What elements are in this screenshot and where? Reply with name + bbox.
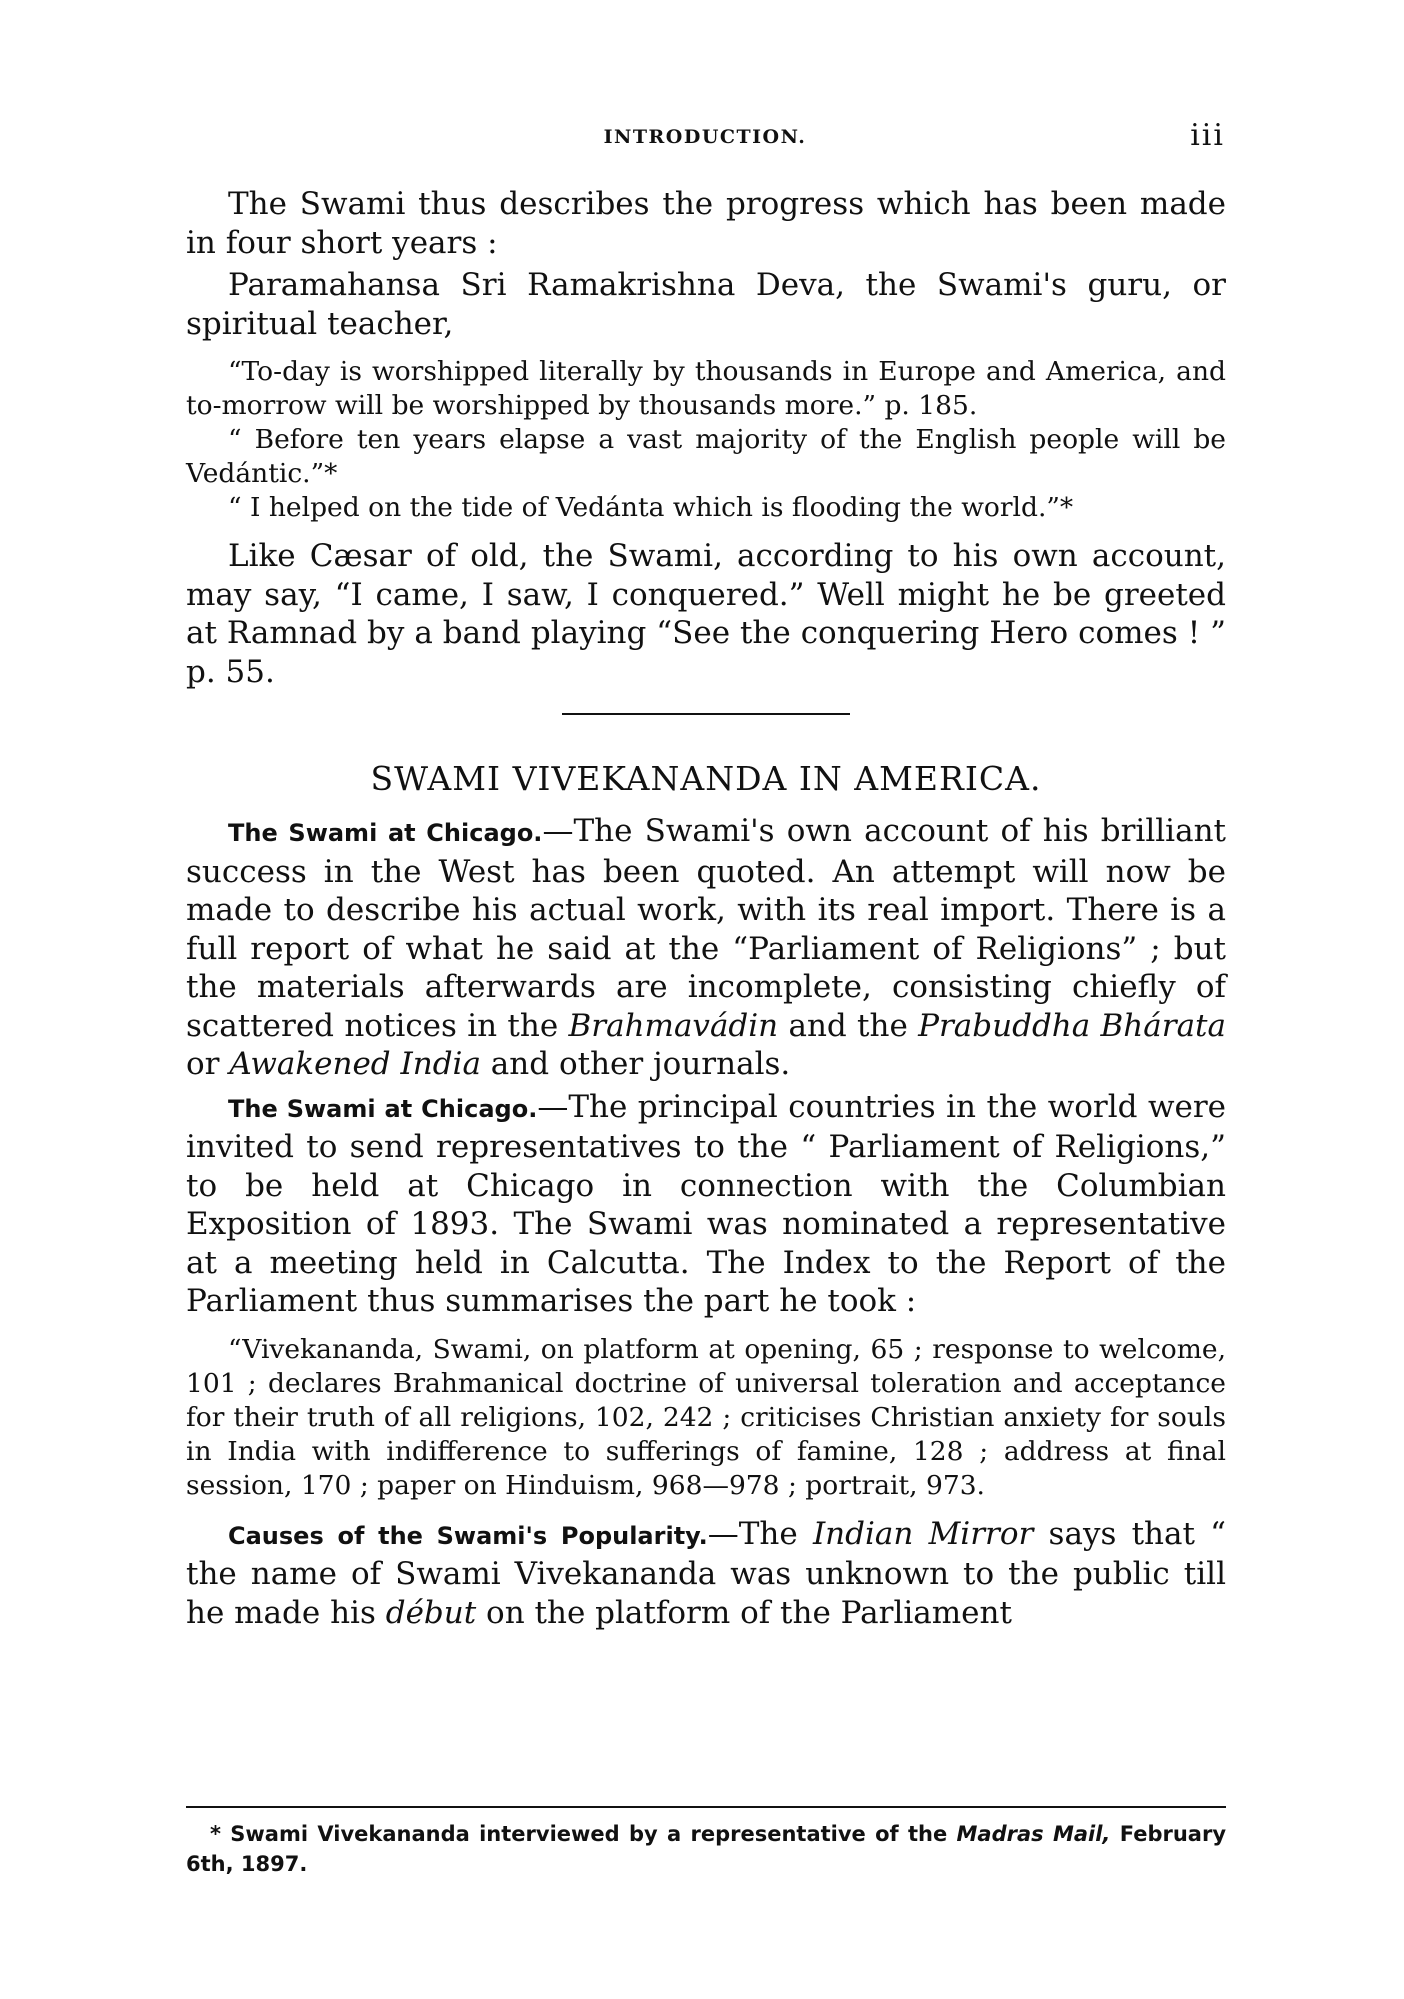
section-paragraph-1: [186, 812, 1226, 1084]
run-in-heading: The Swami at Chicago.: [228, 1094, 538, 1123]
footnote-italic: Madras Mail,: [956, 1822, 1111, 1846]
page-number: iii: [1190, 118, 1225, 153]
quote-worshipped: “To-day is worshipped literally by thousands in Europe and America, and to-morrow will be worshipped by thousands more.” p. 185.: [186, 356, 1226, 421]
parliament-index-quote: “Vivekananda, Swami, on platform at opening, 65 ; response to welcome, 101 ; declares Brahmanical doctrine of universal toleration and acceptance for their truth of all religions, 102, 242 ; criticises Christian anxiety for souls in India with indifference to sufferings of famine, 128 ; address at final session, 170 ; paper on Hinduism, 968—978 ; portrait, 973.: [186, 1333, 1226, 1501]
intro-paragraph-1: The Swami thus describes the progress which has been made in four short years :: [186, 186, 1226, 261]
section-title: SWAMI VIVEKANANDA IN AMERICA.: [370, 759, 1042, 798]
section-paragraph-2: [186, 1088, 1226, 1321]
intro-paragraph-caesar: Like Cæsar of old, the Swami, according to his own account, may say, “I came, I saw, I conquered.” Well might he be greeted at Ramnad by a band playing “See the conquering Hero comes ! ” p. 55.: [186, 538, 1226, 690]
footnote-text: [186, 1819, 1226, 1879]
section-paragraph-3: [186, 1515, 1226, 1633]
italic-word: début: [385, 1594, 477, 1631]
italic-title: Indian Mirror: [812, 1515, 1034, 1552]
running-head: INTRODUCTION.: [603, 126, 807, 148]
footnote-part: * Swami Vivekananda interviewed by a representative of the: [210, 1822, 957, 1846]
italic-title: Brahmavádin: [568, 1007, 779, 1044]
footnote-divider: [186, 1806, 1226, 1808]
run-in-heading: The Swami at Chicago.: [228, 819, 543, 847]
paragraph-text: on the platform of the Parliament: [476, 1594, 1012, 1631]
footnote: [186, 1819, 1226, 1879]
paragraph-text: and the: [778, 1007, 919, 1044]
paragraph-text: —The: [707, 1515, 813, 1552]
intro-paragraph-2: Paramahansa Sri Ramakrishna Deva, the Swami's guru, or spiritual teacher,: [186, 267, 1226, 342]
paragraph-text: says that “ the name of Swami Vivekananda was unknown to the public till he made his: [186, 1515, 1226, 1631]
page-header: [185, 118, 1225, 158]
quote-vedantic: “ Before ten years elapse a vast majority of the English people will be Vedántic.”*: [186, 424, 1226, 489]
run-in-heading: Causes of the Swami's Popularity.: [228, 1521, 708, 1550]
footnote-part: February 6th, 1897.: [186, 1822, 1227, 1876]
section-divider: [562, 713, 850, 715]
paragraph-text: —The principal countries in the world were invited to send representatives to the “ Parliament of Religions,” to be held at Chicago in connection with the Columbian Exposition of 1893. The Swami was nominated a representative at a meeting held in Calcutta. The Index to the Report of the Parliament thus summarises the part he took :: [186, 1088, 1226, 1319]
quote-tide-of-vedanta: “ I helped on the tide of Vedánta which is flooding the world.”*: [228, 492, 1074, 523]
paragraph-text: and other journals.: [480, 1046, 791, 1082]
italic-title: Prabuddha Bhárata: [918, 1007, 1226, 1044]
paragraph-text: —The Swami's own account of his brilliant success in the West has been quoted. An attempt will now be made to describe his actual work, with its real import. There is a full report of what he said at the “Parliament of Religions” ; but the materials afterwards are incomplete, consisting chiefly of scattered notices in the: [186, 813, 1226, 1044]
paragraph-text: or: [186, 1046, 230, 1082]
italic-title: Awakened India: [229, 1046, 481, 1082]
page-body: [186, 185, 1226, 1632]
